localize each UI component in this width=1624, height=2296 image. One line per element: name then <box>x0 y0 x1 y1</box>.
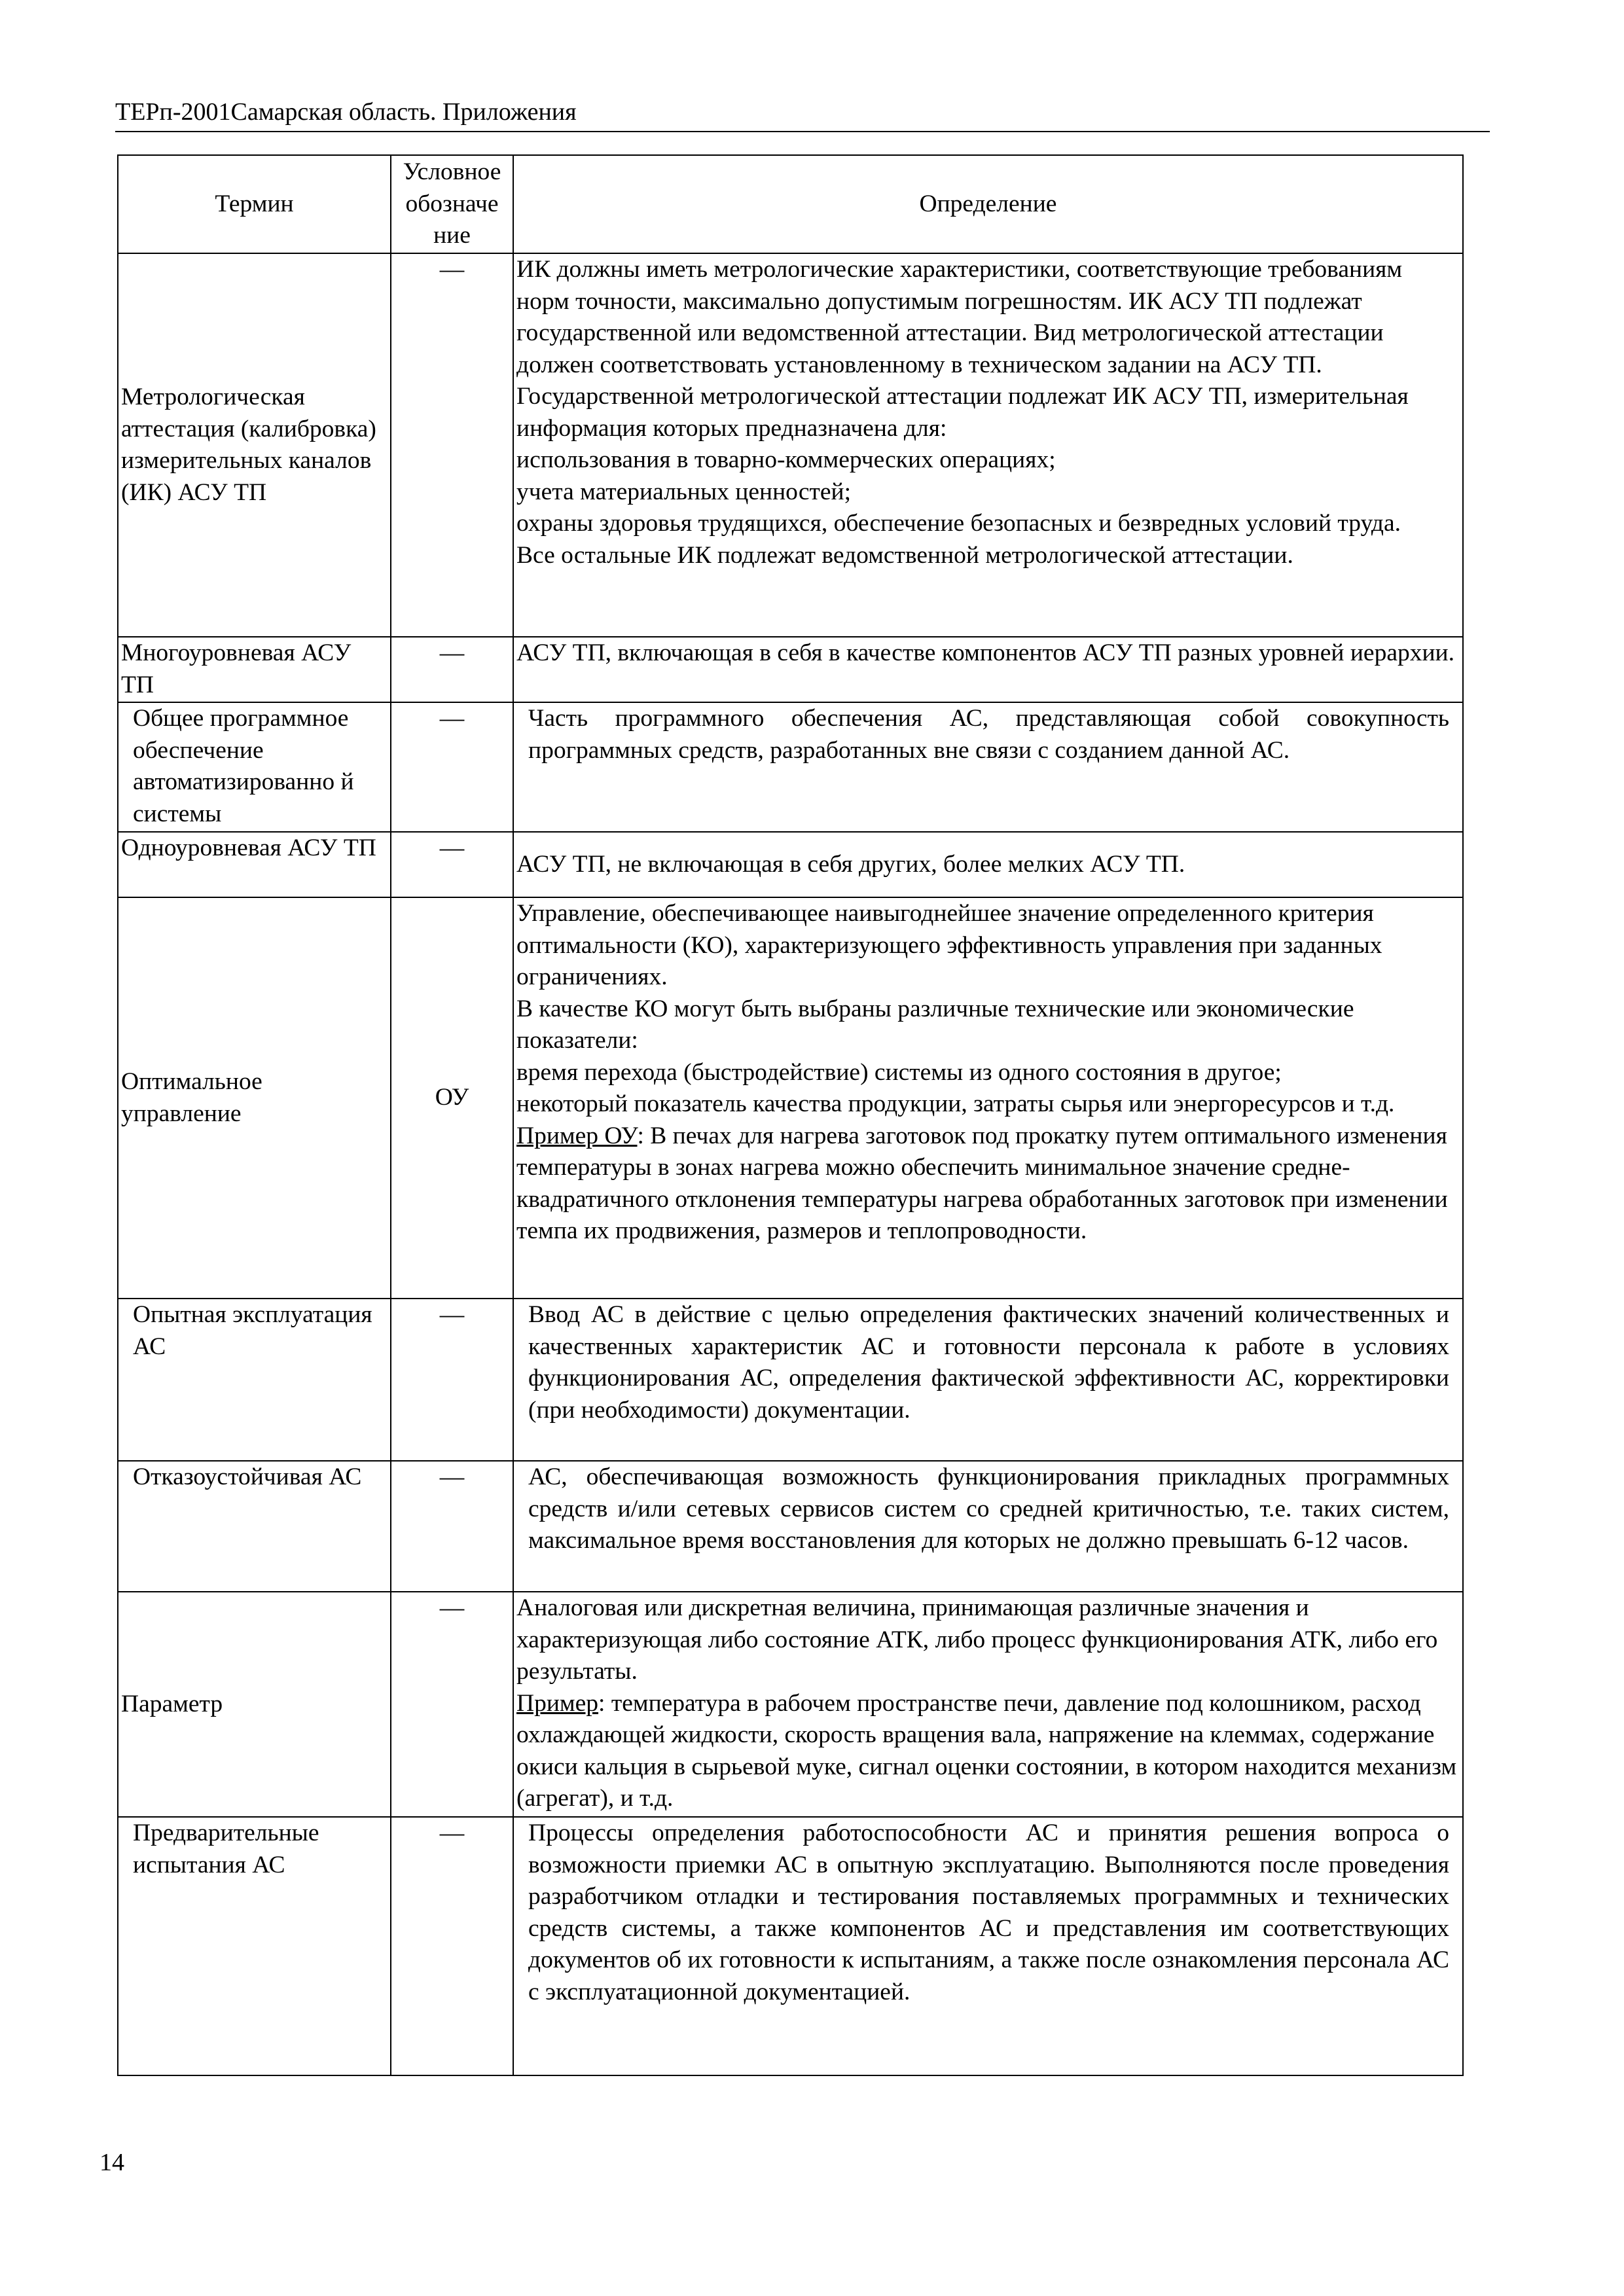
example-text: : В печах для нагрева заготовок под прокатку путем оптимального изменения температуры в зонах нагрева можно обеспечить минимальное значение средне-квадратичного отклонения температуры нагрева обработанных заготовок при изменении темпа их продвижения, размеров и теплопроводности. <box>516 1122 1448 1244</box>
table-row <box>118 897 1463 1299</box>
table-row <box>118 637 1463 702</box>
term-cell: Метрологическая аттестация (калибровка) измерительных каналов (ИК) АСУ ТП <box>118 253 391 637</box>
definition-paragraph: Часть программного обеспечения АС, представляющая собой совокупность программных средств, разработанных вне связи с созданием данной АС. <box>528 705 1449 764</box>
table-row <box>118 1461 1463 1592</box>
term-cell: Многоуровневая АСУ ТП <box>118 637 391 702</box>
table-row <box>118 253 1463 637</box>
symbol-cell: — <box>391 637 513 702</box>
definition-paragraph: Аналоговая или дискретная величина, принимающая различные значения и характеризующая либо состояние АТК, либо процесс функционирования АТК, либо его результаты. <box>516 1594 1438 1685</box>
term-cell: Отказоустойчивая АС <box>118 1461 391 1592</box>
page-number: 14 <box>99 2149 124 2176</box>
term-cell: Общее программное обеспечение автоматизированно й системы <box>118 702 391 832</box>
definition-cell <box>513 637 1463 702</box>
table-row <box>118 1817 1463 2075</box>
definition-paragraph: время перехода (быстродействие) системы из одного состояния в другое; <box>516 1058 1282 1086</box>
definition-cell <box>513 702 1463 832</box>
definition-paragraph: Управление, обеспечивающее наивыгоднейшее значение определенного критерия оптимальности (КО), характеризующего эффективность управления при заданных ограничениях. <box>516 900 1382 990</box>
definition-paragraph: ИК должны иметь метрологические характеристики, соответствующие требованиям норм точности, максимально допустимым погрешностям. ИК АСУ ТП подлежат государственной или ведомственной аттестации. Вид метрологической аттестации должен соответствовать установленному в техническом задании на АСУ ТП. <box>516 256 1403 378</box>
definition-paragraph: Ввод АС в действие с целью определения фактических значений количественных и качественных характеристик АС и готовности персонала к работе в условиях функционирования АС, определения фактической эффективности АС, корректировки (при необходимости) документации. <box>528 1301 1449 1424</box>
symbol-cell: — <box>391 832 513 897</box>
column-header-term: Термин <box>118 155 391 253</box>
example-label: Пример ОУ <box>516 1122 638 1149</box>
definition-paragraph: АС, обеспечивающая возможность функционирования прикладных программных средств и/или сетевых сервисов систем со средней критичностью, т.е. таких систем, максимальное время восстановления для которых не должно превышать 6-12 часов. <box>528 1463 1449 1554</box>
definition-example <box>516 1688 1460 1815</box>
definition-paragraph: Процессы определения работоспособности АС и принятия решения вопроса о возможности приемки АС в опытную эксплуатацию. Выполняются после проведения разработчиком отладки и тестирования поставляемых программных и технических средств системы, а также компонентов АС и представления им соответствующих документов об их готовности к испытаниям, а также после ознакомления персонала АС с эксплуатационной документацией. <box>528 1820 1449 2005</box>
terms-table <box>117 154 1464 2076</box>
column-header-definition: Определение <box>513 155 1463 253</box>
table-row <box>118 1299 1463 1461</box>
symbol-cell: ОУ <box>391 897 513 1299</box>
term-cell: Параметр <box>118 1592 391 1817</box>
term-cell: Предварительные испытания АС <box>118 1817 391 2075</box>
symbol-cell: — <box>391 253 513 637</box>
table-row <box>118 832 1463 897</box>
definition-cell <box>513 1461 1463 1592</box>
example-label: Пример <box>516 1689 599 1717</box>
definition-paragraph: Все остальные ИК подлежат ведомственной метрологической аттестации. <box>516 541 1293 569</box>
definition-paragraph: Государственной метрологической аттестации подлежат ИК АСУ ТП, измерительная информация которых предназначена для: <box>516 383 1409 442</box>
column-header-symbol: Условное обозначе ние <box>391 155 513 253</box>
definition-paragraph: охраны здоровья трудящихся, обеспечение безопасных и безвредных условий труда. <box>516 510 1401 537</box>
page-header: ТЕРп-2001Самарская область. Приложения <box>115 98 577 126</box>
table-row <box>118 702 1463 832</box>
definition-cell <box>513 1817 1463 2075</box>
example-text: : температура в рабочем пространстве печи, давление под колошником, расход охлаждающей жидкости, скорость вращения вала, напряжение на клеммах, содержание окиси кальция в сырьевой муке, сигнал оценки состоянии, в котором находится механизм (агрегат), и т.д. <box>516 1689 1457 1812</box>
symbol-cell: — <box>391 702 513 832</box>
definition-cell <box>513 832 1463 897</box>
definition-paragraph: учета материальных ценностей; <box>516 478 851 505</box>
definition-paragraph: использования в товарно-коммерческих операциях; <box>516 446 1056 473</box>
symbol-cell: — <box>391 1817 513 2075</box>
definition-paragraph: некоторый показатель качества продукции, затраты сырья или энергоресурсов и т.д. <box>516 1090 1395 1117</box>
definition-cell <box>513 1299 1463 1461</box>
definition-cell <box>513 1592 1463 1817</box>
definition-example <box>516 1121 1460 1247</box>
table-header-row <box>118 155 1463 253</box>
table-row <box>118 1592 1463 1817</box>
definition-cell <box>513 897 1463 1299</box>
term-cell: Оптимальное управление <box>118 897 391 1299</box>
definition-paragraph: В качестве КО могут быть выбраны различные технические или экономические показатели: <box>516 995 1354 1054</box>
symbol-cell: — <box>391 1299 513 1461</box>
definition-cell <box>513 253 1463 637</box>
symbol-cell: — <box>391 1592 513 1817</box>
term-cell: Одноуровневая АСУ ТП <box>118 832 391 897</box>
header-divider <box>115 131 1490 132</box>
definition-paragraph: АСУ ТП, не включающая в себя других, более мелких АСУ ТП. <box>516 850 1185 878</box>
term-cell: Опытная эксплуатация АС <box>118 1299 391 1461</box>
definition-paragraph: АСУ ТП, включающая в себя в качестве компонентов АСУ ТП разных уровней иерархии. <box>516 639 1454 666</box>
symbol-cell: — <box>391 1461 513 1592</box>
